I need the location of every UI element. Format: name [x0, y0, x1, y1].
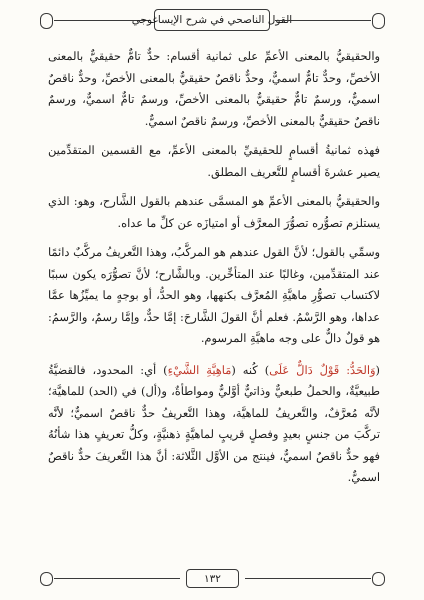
- page-body: [48, 46, 380, 497]
- page-footer: [40, 568, 385, 590]
- paren-open: (: [375, 362, 380, 377]
- commentary-mid: ) كُنه (: [231, 362, 270, 377]
- header-ornament-left: [40, 13, 53, 29]
- running-header: [40, 8, 385, 34]
- paragraph-3: والحقيقيُّ بالمعنى الأعمِّ هو المسمَّى عندهم بالقول الشَّارح، وهو: الذي يستلزم تصوُّره تصوُّرَ المعرَّف أو امتيازَه عن كلِّ ما عداه.: [48, 194, 380, 230]
- running-title: القول الناصحي في شرح الإيساغوجي: [154, 9, 270, 31]
- paragraph-2: فهذه ثمانيةُ أقسامٍ للحقيقيِّ بالمعنى الأعمِّ، مع القسمين المتقدِّمين يصير عشرةَ أقسامٍ للتَّعريف المطلق.: [48, 143, 380, 179]
- matn-quote-1: وَالحَدُّ: قَوْلٌ دَالٌّ عَلَى: [269, 362, 376, 377]
- paragraph-5: [48, 360, 380, 489]
- header-ornament-right: [372, 13, 385, 29]
- matn-quote-2: مَاهِيَّةِ الشَّيْءِ: [167, 362, 232, 377]
- paragraph-4: وسمِّي بالقول؛ لأنَّ القول عندهم هو المركَّبُ، وهذا التَّعريفُ مركَّبٌ دائمًا عند المتقدِّمين، وغالبًا عند المتأخِّرين. وبالشَّارح؛ لأنَّ تصوُّرَه يكون سببًا لاكتساب تصوُّرِ ماهيَّةِ المُعرَّف بكنهها، وهو الحدُّ، أو بوجهٍ ما يميِّزُها عمَّا عداها، وهو الرَّسْمُ. فعلم أنَّ القولَ الشَّارحَ: إمَّا حدٌّ، وإمَّا رسمٌ، والرَّسمُ: هو قولٌ دالٌّ على وجه ماهيَّةِ المرسوم.: [48, 245, 380, 345]
- commentary-rest: ) أي: المحدود، فالقضيَّةُ طبيعيَّةٌ، والحملُ طبعيٌّ وذاتيٌّ أوَّليٌّ ومواطأةٌ، و(أل) في (الحد) للماهيَّة؛ لأنَّه مُعرَّفٌ، والتَّعريفُ للماهيَّة، وهذا التَّعريفُ حدٌّ ناقصٌ اسميٌّ؛ لأنَّه تركَّبَ من جنسٍ بعيدٍ وفصلٍ قريبٍ لماهيَّةٍ ذهنيَّةٍ، وكلُّ تعريفٍ هذا شأنُهُ فهو حدٌّ ناقصٌ اسميٌّ، فينتج من الأوَّل الثَّلاثة: أنَّ هذا التَّعريفَ حدٌّ ناقصٌ اسميٌّ.: [48, 362, 380, 484]
- header-rule-right: [275, 20, 371, 21]
- footer-rule-left: [54, 578, 180, 579]
- footer-ornament-right: [372, 572, 385, 586]
- paragraph-1: والحقيقيُّ بالمعنى الأعمِّ على ثمانية أقسام: حدٌّ تامٌّ حقيقيٌّ بالمعنى الأخصِّ، وحدٌّ تامٌّ اسميٌّ، وحدٌّ ناقصٌ حقيقيٌّ بالمعنى الأخصِّ، وحدٌّ ناقصٌ اسميٌّ، ورسمٌ تامٌّ حقيقيٌّ بالمعنى الأخصِّ، ورسمٌ تامٌّ اسميٌّ، ورسمٌ ناقصٌ حقيقيٌّ بالمعنى الأخصِّ، ورسمٌ ناقصٌ اسميٌّ.: [48, 49, 380, 128]
- footer-ornament-left: [40, 572, 53, 586]
- page-number: ١٣٢: [186, 569, 239, 588]
- footer-rule-right: [245, 578, 371, 579]
